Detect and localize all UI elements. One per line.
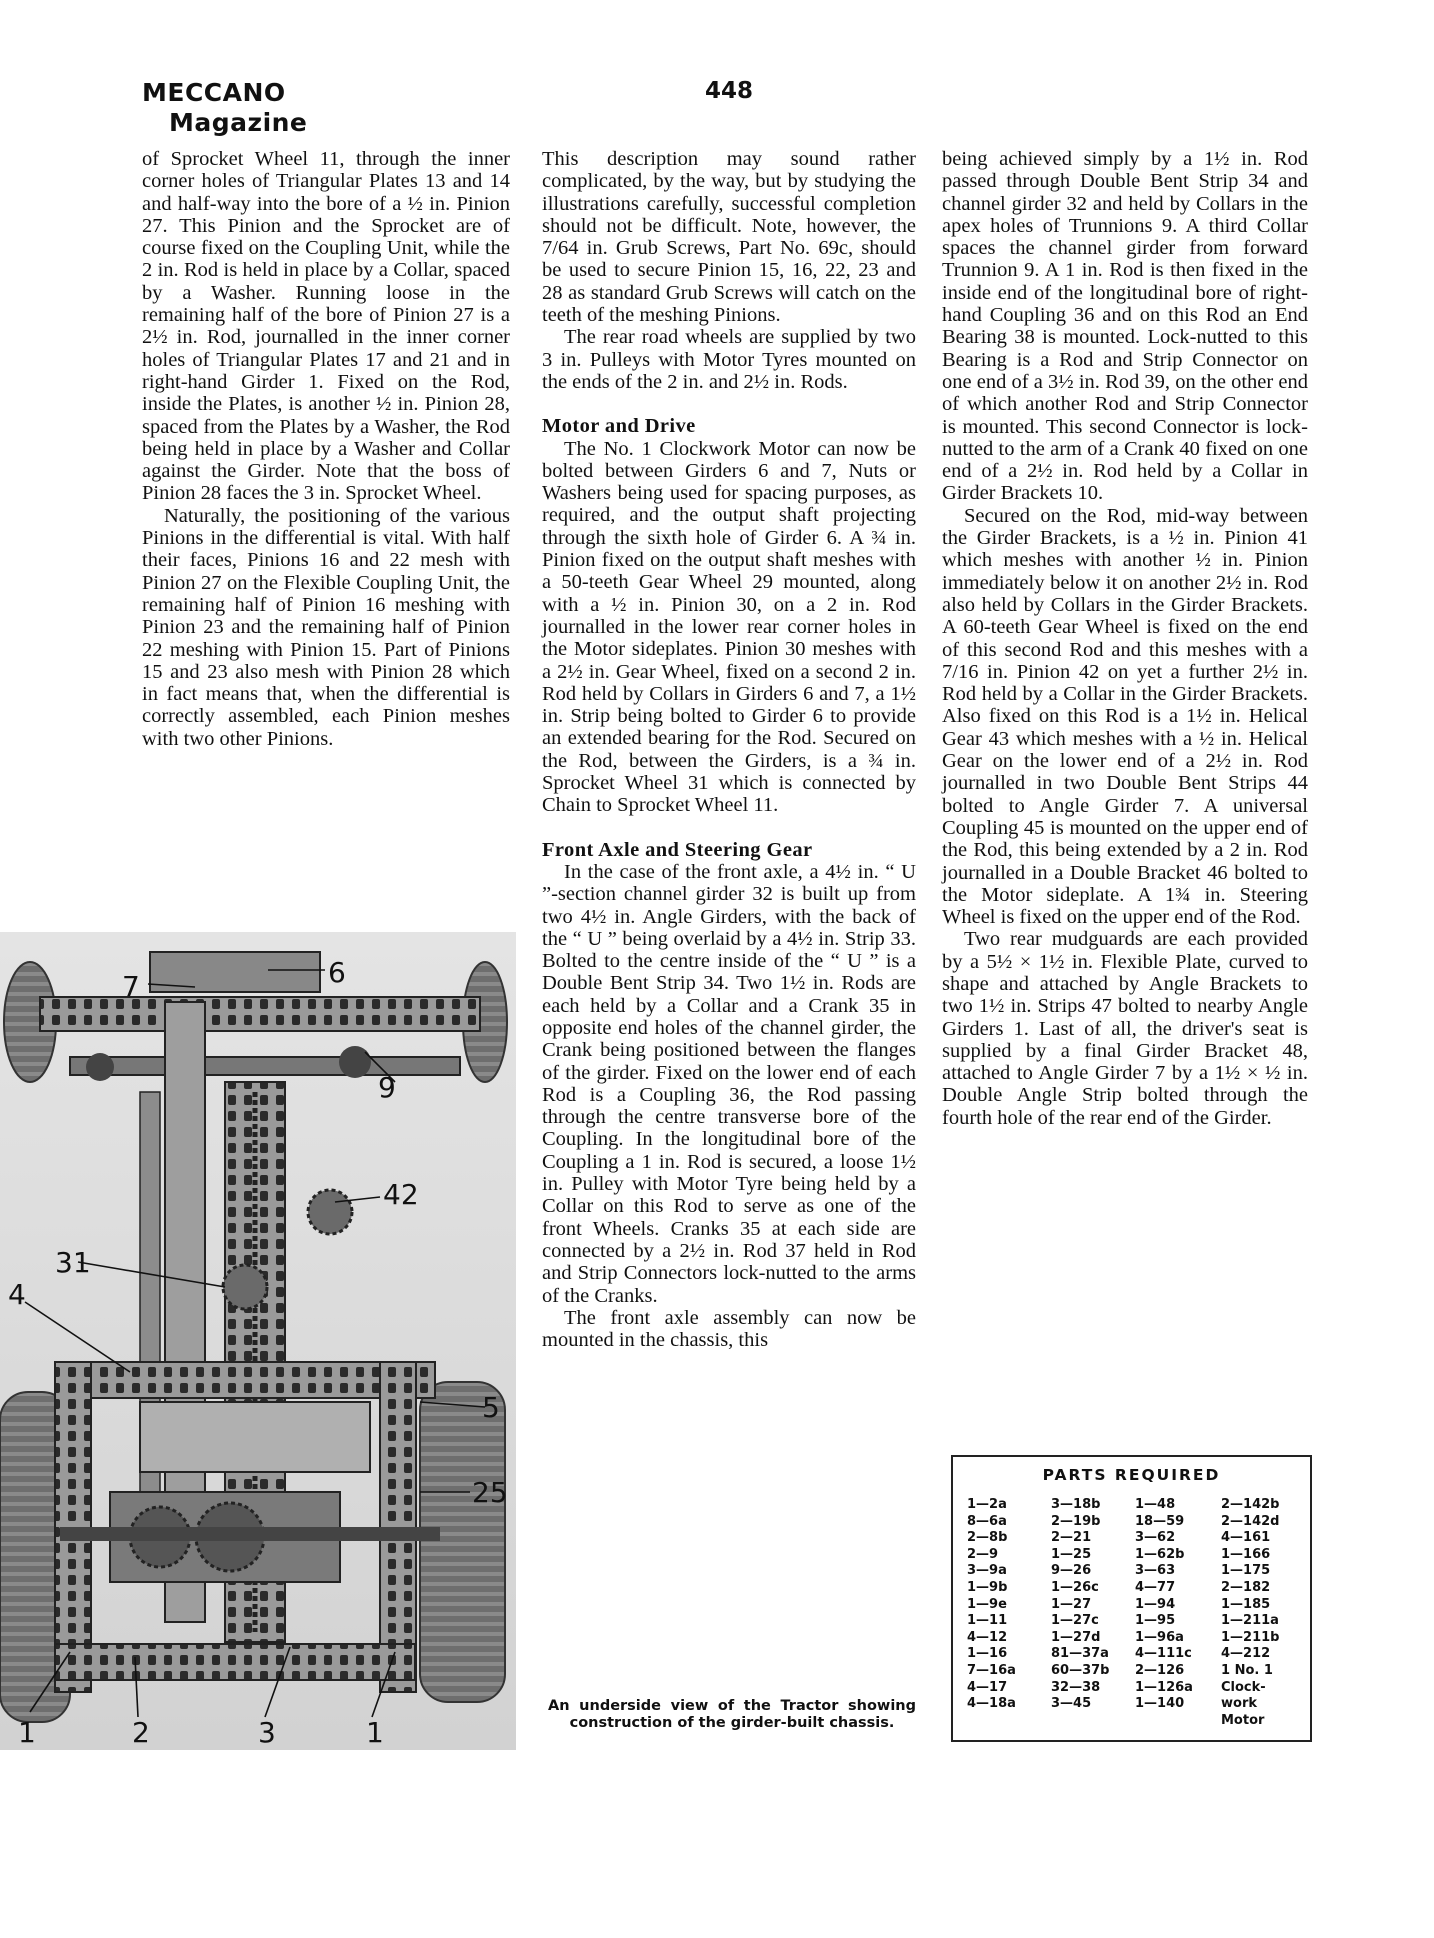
parts-entry: 4—111c	[1135, 1646, 1192, 1662]
parts-entry: 1—16	[967, 1646, 1008, 1662]
paragraph: This description may sound rather complicated, by the way, but by studying the illustrations carefully, successful completion should not be difficult. Note, however, the 7/64 in. Grub Screws, Part No. 69c, should be used to secure Pinion 15, 16, 22, 23 and 28 as standard Grub Screws will catch on the teeth of the meshing Pinions.	[542, 148, 916, 327]
parts-entry: 4—12	[967, 1629, 1008, 1645]
column-3	[942, 148, 1308, 1129]
parts-entry: 1—9e	[967, 1596, 1007, 1612]
parts-entry: 1—211b	[1221, 1629, 1280, 1645]
paragraph: of Sprocket Wheel 11, through the inner corner holes of Triangular Plates 13 and 14 and half-way into the bore of a ½ in. Pinion 27. This Pinion and the Sprocket are of course fixed on the Coupling Unit, while the 2 in. Rod is held in place by a Collar, spaced by a Washer. Running loose in the remaining half of the bore of Pinion 27 is a 2½ in. Rod, journalled in the inner corner holes of Triangular Plates 17 and 21 and in right-hand Girder 1. Fixed on the Rod, inside the Plates, is another ½ in. Pinion 28, spaced from the Plates by a Washer, the Rod being held in place by a Washer and Collar against the Girder. Note that the boss of Pinion 28 faces the 3 in. Sprocket Wheel.	[142, 148, 510, 505]
parts-entry: 1—27c	[1051, 1613, 1099, 1629]
section-heading-motor-drive: Motor and Drive	[542, 415, 696, 438]
parts-required-box	[951, 1455, 1312, 1742]
masthead-subtitle: Magazine	[169, 108, 308, 137]
photo-label: 1	[18, 1716, 36, 1749]
parts-entry: 9—26	[1051, 1563, 1092, 1579]
parts-entry: 1—185	[1221, 1596, 1271, 1612]
photo-label: 2	[132, 1716, 150, 1749]
parts-entry: 1—27	[1051, 1596, 1092, 1612]
parts-entry: 1—62b	[1135, 1546, 1185, 1562]
parts-entry: 60—37b	[1051, 1662, 1110, 1678]
parts-entry: 1—211a	[1221, 1613, 1279, 1629]
parts-entry: 1—2a	[967, 1497, 1007, 1512]
parts-entry: 1—26c	[1051, 1579, 1099, 1595]
parts-entry: 1—126a	[1135, 1679, 1193, 1695]
paragraph: being achieved simply by a 1½ in. Rod passed through Double Bent Strip 34 and channel girder 32 and held by Collars in the apex holes of Trunnions 9. A third Collar spaces the channel girder from forward Trunnion 9. A 1 in. Rod is then fixed in the inside end of the longitudinal bore of right-hand Coupling 36 and on this Rod an End Bearing 38 is mounted. Lock-nutted to this Bearing is a Rod and Strip Connector on one end of a 3½ in. Rod 39, on the other end of which another Rod and Strip Connector is mounted. This second Connector is lock-nutted to the arm of a Crank 40 fixed on one end of a 2½ in. Rod held by a Collar in Girder Brackets 10.	[942, 148, 1308, 505]
paragraph: Naturally, the positioning of the various Pinions in the differential is vital. With half their faces, Pinions 16 and 22 mesh with Pinion 27 on the Flexible Coupling Unit, the remaining half of Pinion 16 meshing with Pinion 23 and the remaining half of Pinion 22 meshing with Pinion 15. Part of Pinions 15 and 23 also mesh with Pinion 28 which in fact means that, when the differential is correctly assembled, each Pinion meshes with two other Pinions.	[142, 504, 510, 750]
paragraph: Secured on the Rod, mid-way between the Girder Brackets, is a ½ in. Pinion 41 which meshes with another ½ in. Pinion immediately below it on another 2½ in. Rod also held by Collars in the Girder Brackets. A 60-teeth Gear Wheel is fixed on the end of this second Rod and this meshes with a 7/16 in. Pinion 42 on yet a further 2½ in. Rod held by a Collar in the Girder Brackets. Also fixed on this Rod is a 1½ in. Helical Gear 43 which meshes with a ½ in. Helical Gear on the lower end of a 2½ in. Rod journalled in two Double Bent Strips 44 bolted to Angle Girder 7. A universal Coupling 45 is mounted on the upper end of the Rod, this being extended by a 2 in. Rod journalled in a Double Bracket 46 bolted to the Motor sideplate. A 1¾ in. Steering Wheel is fixed on the upper end of the Rod.	[942, 504, 1308, 929]
photo-label: 5	[482, 1391, 500, 1424]
paragraph: The rear road wheels are supplied by two 3 in. Pulleys with Motor Tyres mounted on the ends of the 2 in. and 2½ in. Rods.	[542, 326, 916, 393]
parts-entry: 1—95	[1135, 1613, 1176, 1629]
parts-entry: 3—18b	[1051, 1497, 1101, 1512]
parts-entry	[967, 1713, 1051, 1730]
parts-entry: 1—9b	[967, 1579, 1008, 1595]
parts-entry: Clock-	[1221, 1679, 1266, 1695]
parts-entry: 4—212	[1221, 1646, 1271, 1662]
parts-entry	[1135, 1713, 1221, 1730]
rear-right-wheel	[420, 1382, 505, 1702]
section-heading-front-axle: Front Axle and Steering Gear	[542, 838, 813, 861]
photo-label: 9	[378, 1071, 396, 1104]
parts-entry: 1—25	[1051, 1546, 1092, 1562]
parts-entry: 4—77	[1135, 1579, 1176, 1595]
paragraph: The No. 1 Clockwork Motor can now be bolted between Girders 6 and 7, Nuts or Washers being used for spacing purposes, as required, and the output shaft projecting through the sixth hole of Girder 6. A ¾ in. Pinion fixed on the output shaft meshes with a 50-teeth Gear Wheel 29 mounted, along with a ½ in. Pinion 30, on a 2 in. Rod journalled in the lower rear corner holes in the Motor sideplates. Pinion 30 meshes with a 2½ in. Gear Wheel, fixed on a second 2 in. Rod held by Collars in Girders 6 and 7, a 1½ in. Strip being bolted to Girder 6 to provide an extended bearing for the Rod. Secured on the Rod, between the Girders, is a ¾ in. Sprocket Wheel 31 which is connected by Chain to Sprocket Wheel 11.	[542, 437, 916, 817]
column-1	[142, 148, 510, 750]
parts-entry: 1—96a	[1135, 1629, 1184, 1645]
parts-entry: 2—142b	[1221, 1497, 1280, 1512]
photo-label: 1	[366, 1716, 384, 1749]
parts-entry: 1—166	[1221, 1546, 1271, 1562]
parts-entry: 3—45	[1051, 1696, 1092, 1712]
photo-label: 7	[122, 970, 140, 1003]
column-2	[542, 148, 916, 1351]
parts-entry: 4—161	[1221, 1530, 1271, 1546]
parts-entry: 18—59	[1135, 1513, 1185, 1529]
photo-label: 3	[258, 1716, 276, 1749]
paragraph: Two rear mudguards are each provided by a 5½ × 1½ in. Flexible Plate, curved to shape and attached by Angle Brackets to two 1½ in. Strips 47 bolted to nearby Angle Girders 1. Last of all, the driver's seat is supplied by a final Girder Bracket 48, attached to Angle Girder 7 by a 1½ × ½ in. Double Angle Strip bolted through the fourth hole of the rear end of the Girder.	[942, 928, 1308, 1129]
photo-caption: An underside view of the Tractor showing construction of the girder-built chassis.	[548, 1698, 916, 1731]
parts-entry: 3—63	[1135, 1563, 1176, 1579]
parts-entry: 2—182	[1221, 1579, 1271, 1595]
photo-label: 25	[472, 1476, 508, 1509]
parts-entry: 32—38	[1051, 1679, 1101, 1695]
paragraph: The front axle assembly can now be mounted in the chassis, this	[542, 1306, 916, 1352]
parts-entry: 8—6a	[967, 1513, 1007, 1529]
page-number: 448	[705, 78, 754, 104]
chassis-photo	[0, 932, 516, 1750]
parts-grid	[967, 1497, 1307, 1729]
photo-label: 31	[55, 1246, 91, 1279]
parts-entry: 4—17	[967, 1679, 1008, 1695]
parts-entry: 1 No. 1	[1221, 1662, 1273, 1678]
masthead	[142, 78, 307, 138]
parts-entry: 3—62	[1135, 1530, 1176, 1546]
parts-entry: 1—11	[967, 1613, 1008, 1629]
photo-label: 42	[383, 1178, 419, 1211]
parts-entry: 1—27d	[1051, 1629, 1101, 1645]
paragraph: In the case of the front axle, a 4½ in. “ U ”-section channel girder 32 is built up from two 4½ in. Angle Girders, with the back of the “ U ” being overlaid by a 4½ in. Strip 33. Bolted to the centre inside of the “ U ” is a Double Bent Strip 34. Two 1½ in. Rods are each held by a Collar and a Crank 35 in opposite end holes of the channel girder, the Crank being positioned between the flanges of the girder. Fixed on the lower end of each Rod is a Coupling 36, the Rod passing through the centre transverse bore of the Coupling. In the longitudinal bore of the Coupling a 1 in. Rod is secured, a loose 1½ in. Pulley with Motor Tyre being held by a Collar on this Rod to serve as one of the front Wheels. Cranks 35 at each side are connected by a 2½ in. Rod 37 held in Rod and Strip Connectors lock-nutted to the arms of the Cranks.	[542, 860, 916, 1307]
parts-entry: 2—142d	[1221, 1513, 1280, 1529]
parts-entry: 81—37a	[1051, 1646, 1109, 1662]
parts-entry: 1—140	[1135, 1696, 1185, 1712]
photo-label: 6	[328, 956, 346, 989]
parts-entry: 1—48	[1135, 1497, 1176, 1512]
parts-entry: 2—19b	[1051, 1513, 1101, 1529]
parts-entry: 7—16a	[967, 1662, 1016, 1678]
parts-entry: 1—175	[1221, 1563, 1271, 1579]
parts-entry: Motor	[1221, 1712, 1265, 1728]
parts-entry: 2—8b	[967, 1530, 1008, 1546]
parts-entry: 2—126	[1135, 1662, 1185, 1678]
parts-entry: work	[1221, 1696, 1257, 1712]
masthead-title: MECCANO	[142, 78, 286, 107]
parts-entry: 2—21	[1051, 1530, 1092, 1546]
parts-entry: 2—9	[967, 1546, 999, 1562]
parts-entry: 1—94	[1135, 1596, 1176, 1612]
parts-title: PARTS REQUIRED	[1042, 1466, 1221, 1484]
parts-entry: 4—18a	[967, 1696, 1016, 1712]
parts-entry: 3—9a	[967, 1563, 1007, 1579]
parts-entry	[1051, 1713, 1135, 1730]
photo-label: 4	[8, 1278, 26, 1311]
